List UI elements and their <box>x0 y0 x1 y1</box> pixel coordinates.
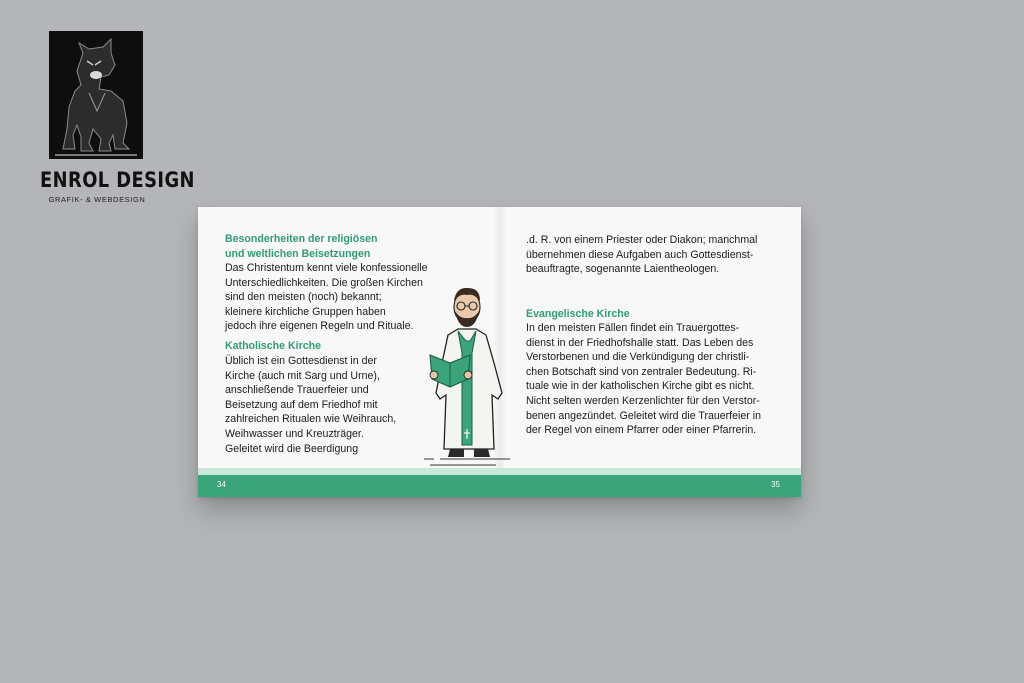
dog-logo-icon <box>49 31 143 159</box>
catholic-text: Üblich ist ein Gottesdienst in der Kirche (auch mit Sarg und Urne), anschließende Trauerfeier und Beisetzung auf dem Friedhof mit zahlreichen Ritualen wie Weihrauch, Weihwasser und Kreuzträger. Geleitet wird die Beerdigung <box>225 355 397 455</box>
brochure-spread <box>198 207 801 497</box>
footer-accent-light <box>198 468 801 475</box>
priest-with-book-illustration <box>424 283 510 473</box>
right-page-continued-text: .d. R. von einem Priester oder Diakon; manchmal übernehmen diese Aufgaben auch Gottesdienst- beauftragte, sogenannte Laientheologen. <box>526 234 758 276</box>
footer-strip <box>198 475 801 497</box>
brand-tagline: GRAFIK- & WEBDESIGN <box>48 195 146 204</box>
protestant-heading: Evangelische Kirche <box>526 308 630 320</box>
left-page-intro: Das Christentum kennt viele konfessionelle Unterschiedlichkeiten. Die großen Kirchen sind den meisten (noch) bekannt; kleinere kirchliche Gruppen haben jedoch ihre eigenen Regeln und Rituale. <box>225 262 428 333</box>
protestant-text: In den meisten Fällen findet ein Trauergottes- dienst in der Friedhofshalle statt. Das Leben des Verstorbenen und die Verkündigung der christli- chen Botschaft sind von zentraler Bedeutung. Ri- tuale wie in der katholischen Kirche gibt es nicht. Nicht selten werden Kerzenlichter für den Verstor- benen angezündet. Geleitet wird die Trauerfeier in der Regel von einem Pfarrer oder einer Pfarrerin. <box>526 322 761 437</box>
brand-name: ENROL DESIGN <box>40 168 195 192</box>
left-page-heading: Besonderheiten der religiösen und weltlichen Beisetzungen <box>225 233 378 260</box>
page-number-left: 34 <box>217 480 226 489</box>
page-number-right: 35 <box>771 480 780 489</box>
logo-image <box>49 31 143 159</box>
catholic-heading: Katholische Kirche <box>225 340 321 352</box>
